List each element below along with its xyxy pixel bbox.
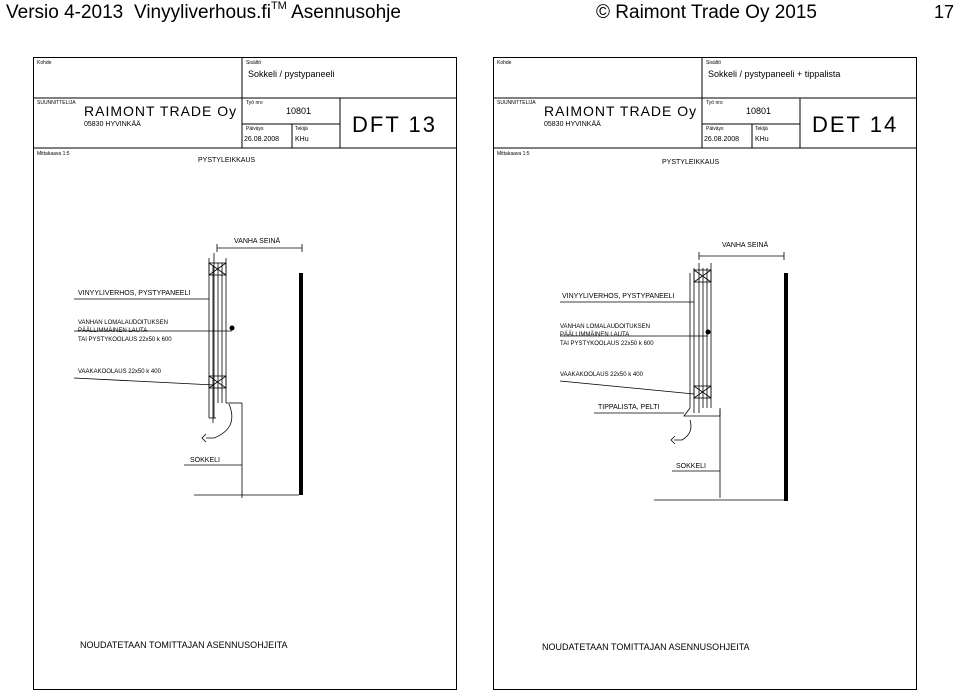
footer-note: NOUDATETAAN TOMITTAJAN ASENNUSOHJEITA	[80, 640, 288, 650]
copyright: © Raimont Trade Oy 2015	[596, 2, 817, 23]
drawing-number: DFT 13	[352, 112, 437, 137]
company-name: RAIMONT TRADE Oy	[544, 103, 698, 119]
label-paivays: Päiväys	[706, 126, 724, 132]
section-drawing	[494, 58, 916, 689]
drawing-author: KHu	[295, 136, 309, 143]
drawing-date: 26.08.2008	[704, 136, 740, 143]
section-title: PYSTYLEIKKAUS	[198, 157, 256, 164]
scale-label: Mittakaava 1:5	[37, 151, 70, 157]
label-sokkeli: SOKKELI	[676, 463, 706, 470]
label-tekija: Tekijä	[755, 126, 768, 132]
label-suunnittelija: SUUNNITTELIJA	[37, 100, 76, 106]
label-horizontal: VAAKAKOOLAUS 22x50 k 400	[560, 372, 643, 378]
label-battens-1: VANHAN LOMALAUDOITUKSEN	[560, 324, 650, 330]
page-header	[0, 0, 960, 28]
label-paivays: Päiväys	[246, 126, 264, 132]
drawing-number: DET 14	[812, 112, 899, 137]
label-tekija: Tekijä	[295, 126, 308, 132]
label-sisalto: Sisältö	[706, 60, 722, 66]
drawing-sheet-det14	[493, 57, 917, 690]
label-battens-3: TAI PYSTYKOOLAUS 22x50 k 600	[78, 337, 172, 343]
doc-title: Asennusohje	[291, 2, 401, 23]
label-sokkeli: SOKKELI	[190, 457, 220, 464]
company-address: 05830 HYVINKÄÄ	[544, 121, 601, 128]
drawing-date: 26.08.2008	[244, 136, 280, 143]
site-name: Vinyyliverhous.fi	[134, 2, 271, 23]
footer-note: NOUDATETAAN TOMITTAJAN ASENNUSOHJEITA	[542, 642, 750, 652]
label-battens-2: PÄÄLLIMMÄINEN LAUTA	[78, 328, 148, 334]
scale-label: Mittakaava 1:5	[497, 151, 530, 157]
label-tyo-nro: Työ nro	[246, 100, 263, 106]
sheet-content: Sokkeli / pystypaneeli	[248, 69, 335, 79]
label-horizontal: VAAKAKOOLAUS 22x50 k 400	[78, 369, 161, 375]
version-label: Versio 4-2013	[6, 2, 124, 23]
sheet-content: Sokkeli / pystypaneeli + tippalista	[708, 69, 841, 79]
label-kohde: Kohde	[497, 60, 512, 66]
page-number: 17	[933, 2, 954, 22]
trademark-mark: TM	[270, 0, 287, 12]
document-title	[134, 2, 401, 24]
label-battens-3: TAI PYSTYKOOLAUS 22x50 k 600	[560, 341, 654, 347]
job-number: 10801	[286, 106, 312, 116]
label-panel: VINYYLIVERHOS, PYSTYPANEELI	[78, 290, 191, 297]
label-sisalto: Sisältö	[246, 60, 262, 66]
job-number: 10801	[746, 106, 772, 116]
label-kohde: Kohde	[37, 60, 52, 66]
section-title: PYSTYLEIKKAUS	[662, 159, 720, 166]
label-drip-flashing: TIPPALISTA, PELTI	[598, 404, 660, 411]
label-battens-1: VANHAN LOMALAUDOITUKSEN	[78, 320, 168, 326]
drawing-author: KHu	[755, 136, 769, 143]
company-name: RAIMONT TRADE Oy	[84, 103, 238, 119]
label-old-wall: VANHA SEINÄ	[722, 242, 769, 249]
company-address: 05830 HYVINKÄÄ	[84, 121, 141, 128]
label-old-wall: VANHA SEINÄ	[234, 238, 281, 245]
label-tyo-nro: Työ nro	[706, 100, 723, 106]
label-panel: VINYYLIVERHOS, PYSTYPANEELI	[562, 293, 675, 300]
label-suunnittelija: SUUNNITTELIJA	[497, 100, 536, 106]
drawing-sheet-dft13	[33, 57, 457, 690]
label-battens-2: PÄÄLLIMMÄINEN LAUTA	[560, 332, 630, 338]
